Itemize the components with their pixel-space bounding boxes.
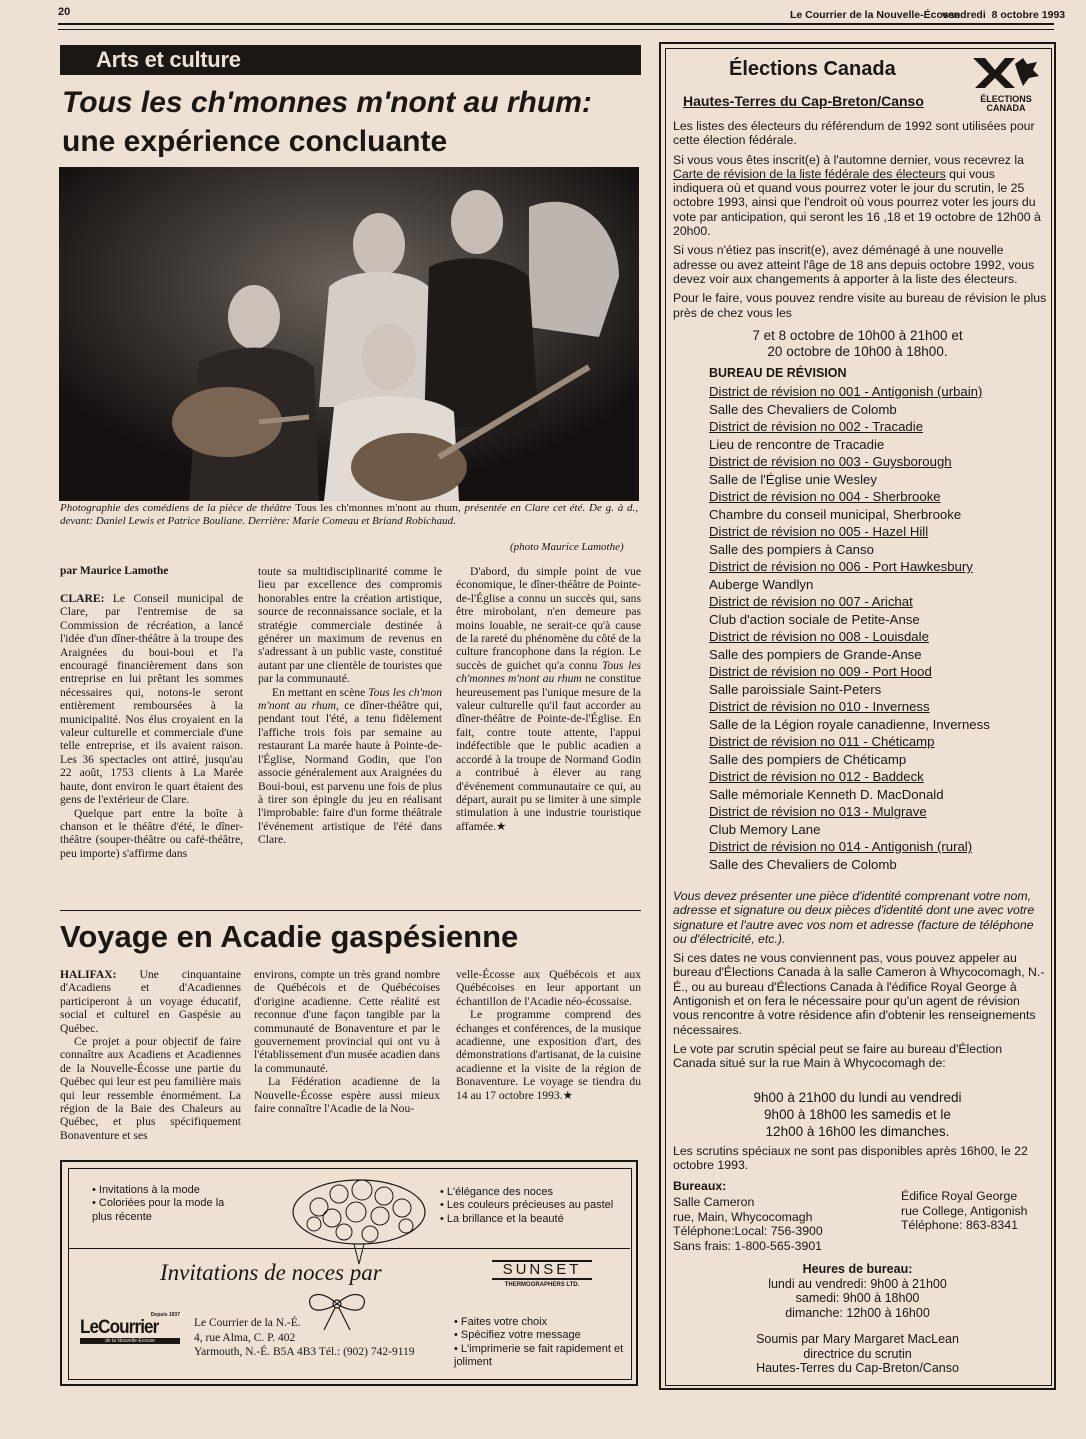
paragraph: Pour le faire, vous pouvez rendre visite au bureau de révision le plus près de chez vous les: [673, 291, 1047, 320]
office-line: rue, Main, Whycocomagh: [673, 1209, 813, 1224]
office-hours: [661, 1262, 1054, 1320]
district-name: District de révision no 009 - Port Hood: [709, 664, 932, 679]
issue-date: vendredi 8 octobre 1993: [942, 9, 1066, 21]
riding-name: Hautes-Terres du Cap-Breton/Canso: [683, 93, 924, 109]
district-place: Salle des pompiers de Chéticamp: [709, 751, 907, 767]
article-headline-line1: Tous les ch'monnes m'nont au rhum:: [62, 86, 592, 119]
bureau-heading: BUREAU DE RÉVISION: [709, 366, 847, 380]
ad-bullet: • Spécifiez votre message: [454, 1329, 634, 1342]
flower-bouquet-illustration: [284, 1172, 434, 1268]
office-line: Édifice Royal George: [901, 1189, 1018, 1203]
district-name: District de révision no 010 - Inverness: [709, 699, 930, 714]
district-item: [709, 383, 1049, 418]
photo-caption: [60, 502, 638, 528]
logo-subtitle: de la Nouvelle-Écosse: [80, 1338, 180, 1344]
district-name: District de révision no 014 - Antigonish (rural): [709, 839, 973, 854]
paragraph-text: Si vous vous êtes inscrit(e) à l'automne dernier, vous recevrez la: [673, 152, 1024, 167]
performers-photo-illustration: [59, 167, 639, 501]
paragraph-text: En mettant en scène: [272, 685, 369, 699]
paragraph: toute sa multidisciplinarité comme le lieu par excellence des compromis honorables entre la création artistique, source de reconnaissance sociale, et la stratégie commerciale destinée à générer un maximum de revenus en s'adressant à un public vaste, constitué autant par une clientèle de touristes que par la communauté.: [258, 565, 442, 686]
district-name: District de révision no 005 - Hazel Hill: [709, 524, 929, 539]
header-rule: [58, 23, 1054, 25]
paragraph: Ce projet a pour objectif de faire connaître aux Acadiens et Acadiennes de la Nouvelle-Écosse une partie du Québec qui leur est peu familière mais qui leur ressemble énormément. La région de la Baie des Chaleurs au Québec, et plus spécifiquement Bonaventure et ses: [60, 1035, 241, 1142]
le-courrier-logo: [80, 1312, 180, 1344]
ad-bullet: • Invitations à la mode: [92, 1184, 242, 1197]
notice-intro: [673, 119, 1047, 325]
signoff-line: Soumis par Mary Margaret MacLean: [756, 1332, 959, 1346]
district-item: [709, 698, 1049, 733]
district-name: District de révision no 001 - Antigonish (urbain): [709, 384, 983, 399]
paragraph: Le Conseil municipal de Clare, par l'entremise de sa Commission de récréation, a lancé l'idée d'un dîner-théâtre à la troupe des Araignées du boui-boui et l'a encouragé financièrement dans son entreprise en lui prêtant les sommes nécessaires qui, notons-le seront entièrement remboursées à la municipalité. Nos élus croyaient en la valeur culturelle et commerciale d'une telle entreprise, et ils avaient raison. Les 36 spectacles ont attiré, jusqu'au 22 août, 1753 clients à La Marée haute, dont environ le quart étaient des gens de l'extérieur de Clare.: [60, 592, 243, 807]
paragraph: Le vote par scrutin spécial peut se faire au bureau d'Élection Canada situé sur la rue Main à Whycocomagh de:: [673, 1041, 1003, 1071]
advertisement-box: [60, 1160, 638, 1386]
caption-text-2: , présentée en Clare cet été. De g. à d., devant: Daniel Lewis et Patrice Bouliane. Derrière: Marie Comeau et Briand Robichaud.: [60, 502, 639, 528]
signoff: [661, 1332, 1054, 1376]
office-line: rue College, Antigonish: [901, 1203, 1028, 1218]
hours-line: lundi au vendredi: 9h00 à 21h00: [768, 1276, 947, 1291]
district-place: Club d'action sociale de Petite-Anse: [709, 611, 920, 627]
district-item: [709, 418, 1049, 453]
paragraph: velle-Écosse aux Québécois et aux Québécoises en leur apportant un échantillon de l'Acadie néo-écossaise.: [456, 968, 641, 1008]
paragraph: Si vous n'étiez pas inscrit(e), avez déménagé à une nouvelle adresse ou avez atteint l'âge de 18 ans depuis octobre 1992, vous devez voir aux changements à apporter à la liste des électeurs.: [673, 243, 1035, 286]
article-headline-line2: une expérience concluante: [62, 125, 448, 158]
address-line: 4, rue Alma, C. P. 402: [194, 1331, 296, 1344]
article2-column-1: [60, 968, 241, 1142]
district-item: [709, 628, 1049, 663]
district-name: District de révision no 002 - Tracadie: [709, 419, 924, 434]
district-name: District de révision no 007 - Arichat: [709, 594, 913, 609]
district-item: [709, 523, 1049, 558]
district-item: [709, 733, 1049, 768]
article-column-1: [60, 592, 243, 860]
office-antigonish: [901, 1189, 1027, 1233]
special-ballot-deadline: [673, 1144, 1047, 1178]
ballot-x-maple-leaf-icon: [971, 54, 1041, 90]
logo-text-line2: CANADA: [986, 103, 1026, 113]
ad-bullet: • L'imprimerie se fait rapidement et joliment: [454, 1343, 634, 1370]
logo-name: LeCourrier: [80, 1317, 159, 1338]
paragraph: Si ces dates ne vous conviennent pas, vous pouvez appeler au bureau d'Élections Canada à la salle Cameron à Whycocomagh, N.-É., ou au bureau d'Élections Canada à l'édifice Royal George à Antigonish et on fera le nécessaire pour qu'un agent de révision vous rencontre à votre résidence afin d'obtenir les renseignements nécessaires.: [673, 951, 1045, 1037]
elections-canada-notice: [659, 42, 1056, 1390]
ad-bullet: • Faites votre choix: [454, 1316, 634, 1329]
caption-play-title: Tous les ch'monnes m'nont au rhum: [295, 502, 458, 514]
district-name: District de révision no 006 - Port Hawkesbury: [709, 559, 973, 574]
district-name: District de révision no 004 - Sherbrooke: [709, 489, 941, 504]
ad-bullet: • La brillance et la beauté: [440, 1213, 640, 1226]
office-whycocomagh: [673, 1195, 823, 1253]
signoff-line: directrice du scrutin: [803, 1346, 912, 1361]
paragraph: environs, compte un très grand nombre de Québécois et de Québécoises d'origine acadienne. Cette réalité est reconnue d'une façon tangible par la communauté de Bonaventure et par le gouvernement provincial qui ont vu à l'établissement d'un musée acadien dans la communauté.: [254, 968, 440, 1075]
district-name: District de révision no 011 - Chéticamp: [709, 734, 935, 749]
dateline: HALIFAX:: [60, 968, 117, 981]
office-line: Téléphone:Local: 756-3900: [673, 1224, 823, 1238]
publication-name: Le Courrier de la Nouvelle-Écosse: [790, 9, 961, 21]
sunset-logo: [492, 1260, 592, 1288]
section-label: Arts et culture: [96, 47, 241, 72]
district-item: [709, 453, 1049, 488]
notice-title: Élections Canada: [729, 58, 896, 80]
paragraph: Le programme comprend des échanges et conférences, de la musique acadienne, une exposition d'art, des démonstrations d'artisanat, de la cuisine acadienne et la visite de la région de Bonaventure. Le voyage se tiendra du 14 au 17 octobre 1993.★: [456, 1008, 641, 1102]
district-place: Salle paroissiale Saint-Peters: [709, 681, 882, 697]
paragraph-text: qui vous indiquera où et quand vous pourrez voter le jour du scrutin, le 25 octobre 1993, ainsi que l'endroit où vous pourrez voter les jours du vote par anticipation, qui seront les 16 ,18 et 19 octobre de 12h00 à 20h00.: [673, 166, 1041, 239]
paragraph: La Fédération acadienne de la Nouvelle-Écosse espère aussi mieux faire connaître l'Acadie de la Nou-: [254, 1075, 440, 1116]
section-banner: [60, 45, 641, 75]
sunset-subtitle: THERMOGRAPHERS LTD.: [504, 1282, 580, 1288]
address-line: Le Courrier de la N.-É.: [194, 1317, 301, 1329]
district-place: Salle des Chevaliers de Colomb: [709, 856, 897, 872]
hours-line: 12h00 à 16h00 les dimanches.: [765, 1124, 950, 1139]
office-line: Salle Cameron: [673, 1195, 755, 1209]
district-item: [709, 593, 1049, 628]
article2-headline: Voyage en Acadie gaspésienne: [60, 919, 519, 954]
district-place: Chambre du conseil municipal, Sherbrooke: [709, 506, 962, 522]
paragraph: Quelque part entre la boîte à chanson et le théâtre d'été, le dîner-théâtre (souper-théâtre ou café-théâtre, peu importe) s'affirme dans: [60, 806, 243, 860]
dateline: CLARE:: [60, 592, 105, 605]
logo-since: Depuis 1937: [150, 1312, 180, 1318]
district-item: [709, 488, 1049, 523]
revision-dates: [661, 328, 1054, 360]
district-name: District de révision no 013 - Mulgrave: [709, 804, 927, 819]
date-line: 7 et 8 octobre de 10h00 à 21h00 et: [752, 328, 963, 343]
district-place: Lieu de rencontre de Tracadie: [709, 436, 885, 452]
paragraph: Une cinquantaine d'Acadiens et d'Acadiennes participeront à un voyage éducatif, social et culturel en Gaspésie au Québec.: [60, 968, 241, 1035]
hours-line: 9h00 à 18h00 les samedis et le: [764, 1107, 951, 1122]
logo-text-line1: ÉLECTIONS: [980, 94, 1032, 104]
article2-column-3: [456, 968, 641, 1102]
district-place: Salle des Chevaliers de Colomb: [709, 401, 897, 417]
paragraph: Les listes des électeurs du référendum de 1992 sont utilisées pour cette élection fédérale.: [673, 119, 1035, 148]
district-place: Salle de la Légion royale canadienne, Inverness: [709, 716, 990, 732]
district-name: District de révision no 012 - Baddeck: [709, 769, 924, 784]
hours-line: samedi: 9h00 à 18h00: [795, 1291, 920, 1305]
byline: par Maurice Lamothe: [60, 565, 169, 577]
id-requirement: Vous devez présenter une pièce d'identité comprenant votre nom, adresse et signature ou deux pièces d'identité dont une avec votre signature et l'autre avec vos nom et adresse (facture de téléphone ou d'électricité, etc.).: [673, 889, 1035, 946]
office-line: Sans frais: 1-800-565-3901: [673, 1238, 823, 1253]
sunset-name: SUNSET: [492, 1260, 592, 1280]
article-divider: [60, 910, 641, 911]
district-place: Salle mémoriale Kenneth D. MacDonald: [709, 786, 944, 802]
paragraph-text: ne constitue heureusement pas l'unique mesure de la valeur culturelle qu'il faut accorder au dîner-théâtre de Pointe-de-l'Église. En fait, contre toute attente, l'appui indéfectible que le public acadien a accordé à la troupe de Normand Godin a contribué à élever au rang d'événement communautaire ce qui, au départ, aurait pu se limiter à une simple stimulation à une industrie touristique affamée.★: [456, 672, 641, 833]
district-list: [709, 383, 1049, 873]
office-hours-heading: Heures de bureau:: [802, 1262, 913, 1276]
paragraph-text: , ce dîner-théâtre qui, pendant tout l'été, a tenu fidèlement l'affiche trois fois par semaine au restaurant La marée haute à Pointe-de-l'Église, Normand Godin, que l'on associe généralement aux Araignées du Boui-boui, est parvenu une fois de plus à tirer son épingle du jeu en réalisant l'improbable: faire d'un forme théâtrale l'événement artistique de l'été dans Clare.: [258, 699, 443, 847]
page-number: 20: [58, 6, 71, 18]
hours-line: 9h00 à 21h00 du lundi au vendredi: [753, 1090, 962, 1105]
ad-bottom-list: [454, 1316, 634, 1370]
notice-details: [673, 889, 1047, 1073]
ad-script-title: Invitations de noces par: [160, 1260, 382, 1285]
district-place: Salle des pompiers à Canso: [709, 541, 874, 557]
ad-bullet: • L'élégance des noces: [440, 1186, 640, 1199]
play-title: Tous les ch'mon m'nont au rhum: [258, 685, 442, 713]
paragraph-text: D'abord, du simple point de vue économique, le dîner-théâtre de Pointe-de-l'Église a connu un succès qui, sans être mirobolant, n'en demeure pas moins louable, ne serait-ce qu'à cause de la rareté du phénomène du côté de la culture francophone dans la région. Le succès de guichet qu'a connu: [456, 565, 641, 672]
hours-line: dimanche: 12h00 à 16h00: [785, 1305, 930, 1320]
district-place: Salle des pompiers de Grande-Anse: [709, 646, 922, 662]
district-place: Auberge Wandlyn: [709, 576, 814, 592]
district-name: District de révision no 003 - Guysborough: [709, 454, 952, 469]
district-item: [709, 803, 1049, 838]
offices-heading: Bureaux:: [673, 1179, 727, 1193]
caption-text-1: Photographie des comédiens de la pièce de théâtre: [60, 502, 296, 514]
ad-left-list: [92, 1184, 242, 1224]
address-line: Yarmouth, N.-É. B5A 4B3 Tél.: (902) 742-9119: [194, 1346, 415, 1358]
special-ballot-hours: [661, 1089, 1054, 1140]
ad-address: [194, 1316, 415, 1360]
paragraph: Les scrutins spéciaux ne sont pas disponibles après 16h00, le 22 octobre 1993.: [673, 1144, 1028, 1173]
article-column-3: [456, 565, 641, 833]
ad-right-list: [440, 1186, 640, 1226]
article-photo: [59, 167, 639, 501]
district-name: District de révision no 008 - Louisdale: [709, 629, 929, 644]
photo-credit: (photo Maurice Lamothe): [510, 541, 624, 553]
date-line: 20 octobre de 10h00 à 18h00.: [767, 344, 948, 359]
article2-column-2: [254, 968, 440, 1115]
ad-bullet: • Les couleurs précieuses au pastel: [440, 1199, 640, 1212]
ad-bullet: • Coloriées pour la mode la plus récente: [92, 1197, 242, 1224]
bouquet-icon: [284, 1172, 434, 1268]
district-item: [709, 838, 1049, 873]
district-item: [709, 768, 1049, 803]
revision-card-name: Carte de révision de la liste fédérale des électeurs: [673, 166, 946, 181]
district-item: [709, 663, 1049, 698]
header-rule-thin: [58, 29, 1054, 30]
district-place: Club Memory Lane: [709, 821, 821, 837]
office-line: Téléphone: 863-8341: [901, 1218, 1018, 1232]
article-column-2: [258, 565, 442, 847]
elections-canada-logo: [971, 54, 1041, 114]
district-place: Salle de l'Église unie Wesley: [709, 471, 877, 487]
ad-divider: [68, 1248, 630, 1249]
signoff-line: Hautes-Terres du Cap-Breton/Canso: [756, 1361, 959, 1375]
play-title: Tous les ch'monnes m'nont au rhum: [456, 658, 641, 686]
district-item: [709, 558, 1049, 593]
